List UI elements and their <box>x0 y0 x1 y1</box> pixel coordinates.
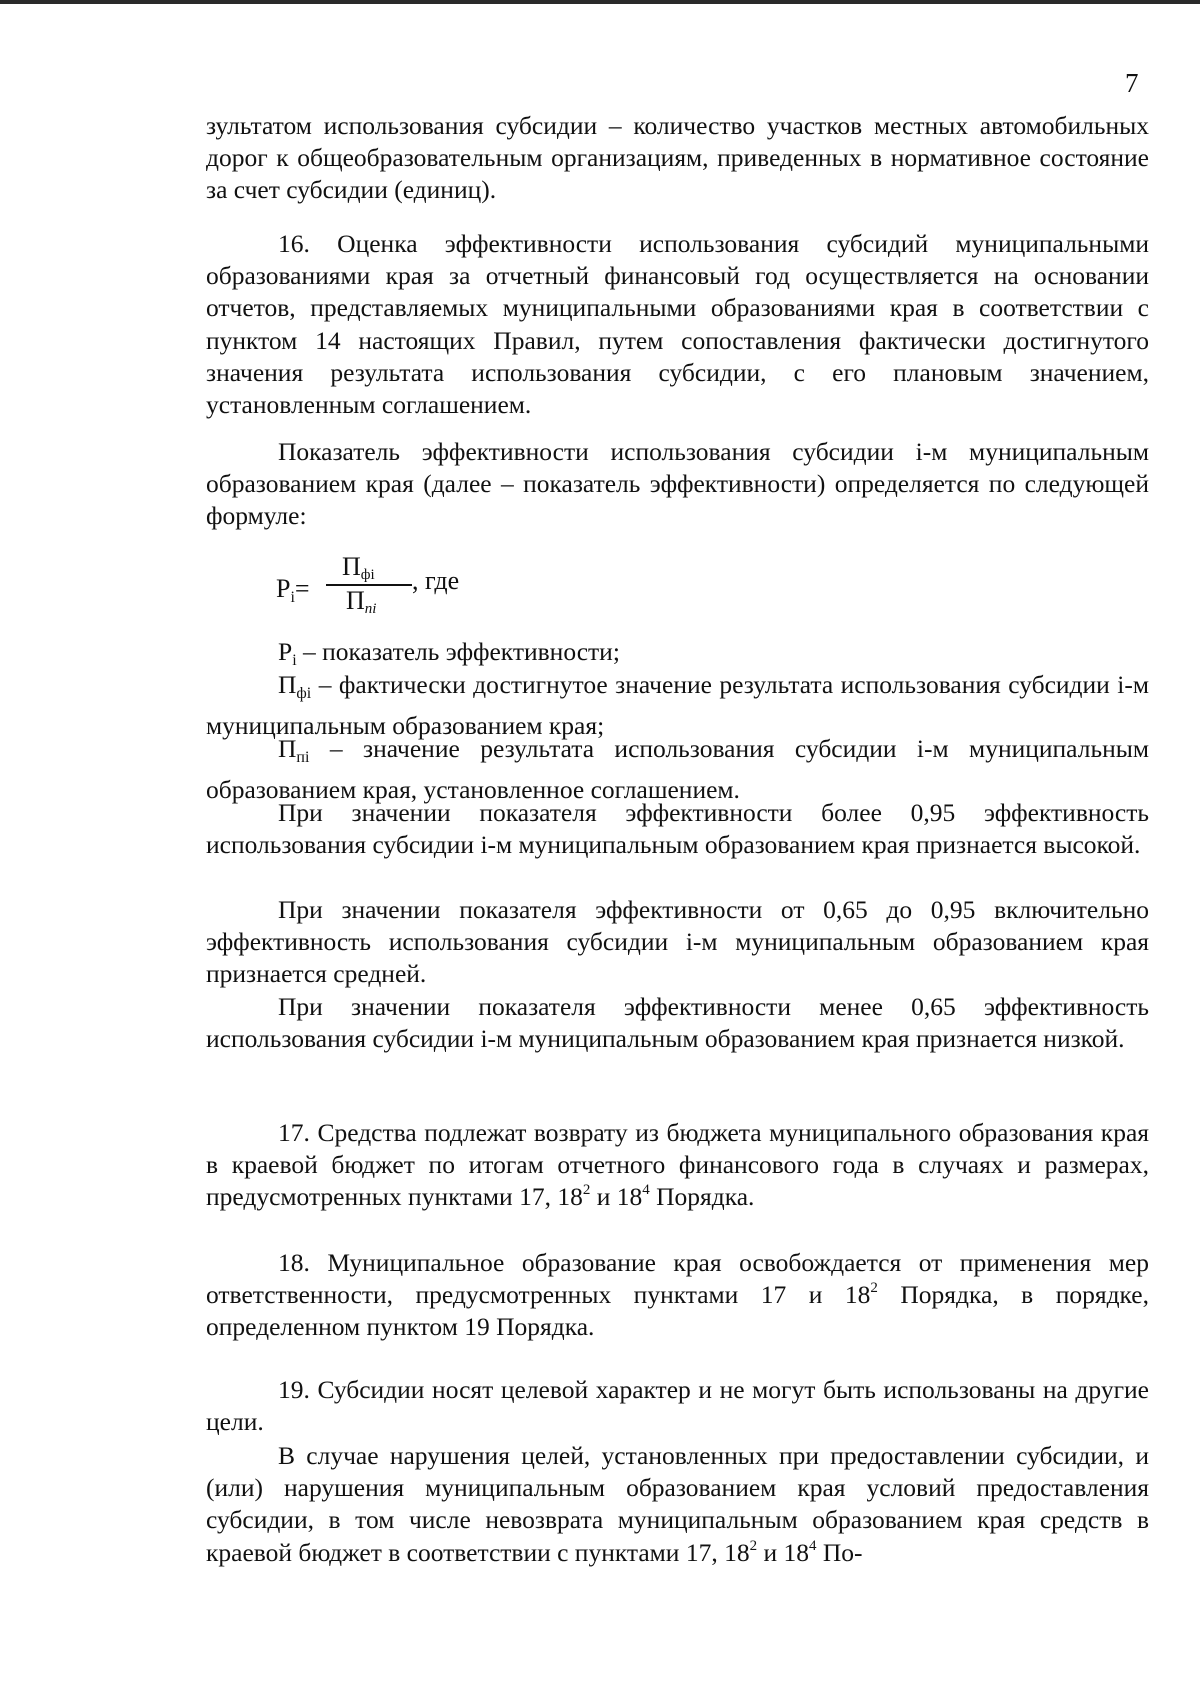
efficiency-formula <box>276 552 576 622</box>
definition-p: $P_i$ – показатель эффективности; <box>278 637 620 669</box>
paragraph-19: 19. Субсидии носят целевой характер и не могут быть использованы на другие цели. <box>206 1375 1149 1437</box>
page-number: 7 <box>1125 68 1139 98</box>
formula-tail: , где <box>412 566 460 595</box>
paragraph-high: При значении показателя эффективности более 0,95 эффективность использования субсидии i-м муниципальным образованием края признается высокой. <box>206 798 1149 860</box>
paragraph-16: 16. Оценка эффективности использования субсидий муниципальными образованиями края за отчетный финансовый год осуществляется на основании отчетов, представляемых муниципальными образованиями края в соответствии с пунктом 14 настоящих Правил, путем сопоставления фактически достигнутого значения результата использования субсидии, с его плановым значением, установленным соглашением. <box>206 229 1149 420</box>
paragraph-continuation: зультатом использования субсидии – количество участков местных автомобильных дорог к общеобразовательным организациям, приведенных в нормативное состояние за счет субсидии (единиц). <box>206 111 1149 205</box>
formula-numerator: $П_{фi}$ <box>342 552 375 583</box>
paragraph-medium: При значении показателя эффективности от 0,65 до 0,95 включительно эффективность использования субсидии i-м муниципальным образованием края признается средней. <box>206 895 1149 989</box>
paragraph-violation: В случае нарушения целей, установленных при предоставлении субсидии, и (или) нарушения муниципальным образованием края условий предоставления субсидии, в том числе невозврата муниципальным образованием края средств в краевой бюджет в соответствии с пунктами 17, $18^2$ и $18^4$ По- <box>206 1441 1149 1567</box>
paragraph-low: При значении показателя эффективности менее 0,65 эффективность использования субсидии i-м муниципальным образованием края признается низкой. <box>206 992 1149 1054</box>
paragraph-18: 18. Муниципальное образование края освобождается от применения мер ответственности, предусмотренных пунктами 17 и $18^2$ Порядка, в порядке, определенном пунктом 19 Порядка. <box>206 1248 1149 1342</box>
formula-lhs: $P_i=$ <box>276 574 310 606</box>
paragraph-17: 17. Средства подлежат возврату из бюджета муниципального образования края в краевой бюджет по итогам отчетного финансового года в случаях и размерах, предусмотренных пунктами 17, $18^2$ и $18^4$ Порядка. <box>206 1118 1149 1212</box>
paragraph-indicator-intro: Показатель эффективности использования субсидии i-м муниципальным образованием края (далее – показатель эффективности) определяется по следующей формуле: <box>206 437 1149 531</box>
formula-denominator: $П_{пi}$ <box>346 586 377 617</box>
top-scan-border <box>0 0 1200 4</box>
definition-pf: $П_{фi}$ – фактически достигнутое значение результата использования субсидии i-м муниципальным образованием края; <box>206 670 1149 741</box>
definition-pp: $П_{пi}$ – значение результата использования субсидии i-м муниципальным образованием края, установленное соглашением. <box>206 734 1149 805</box>
